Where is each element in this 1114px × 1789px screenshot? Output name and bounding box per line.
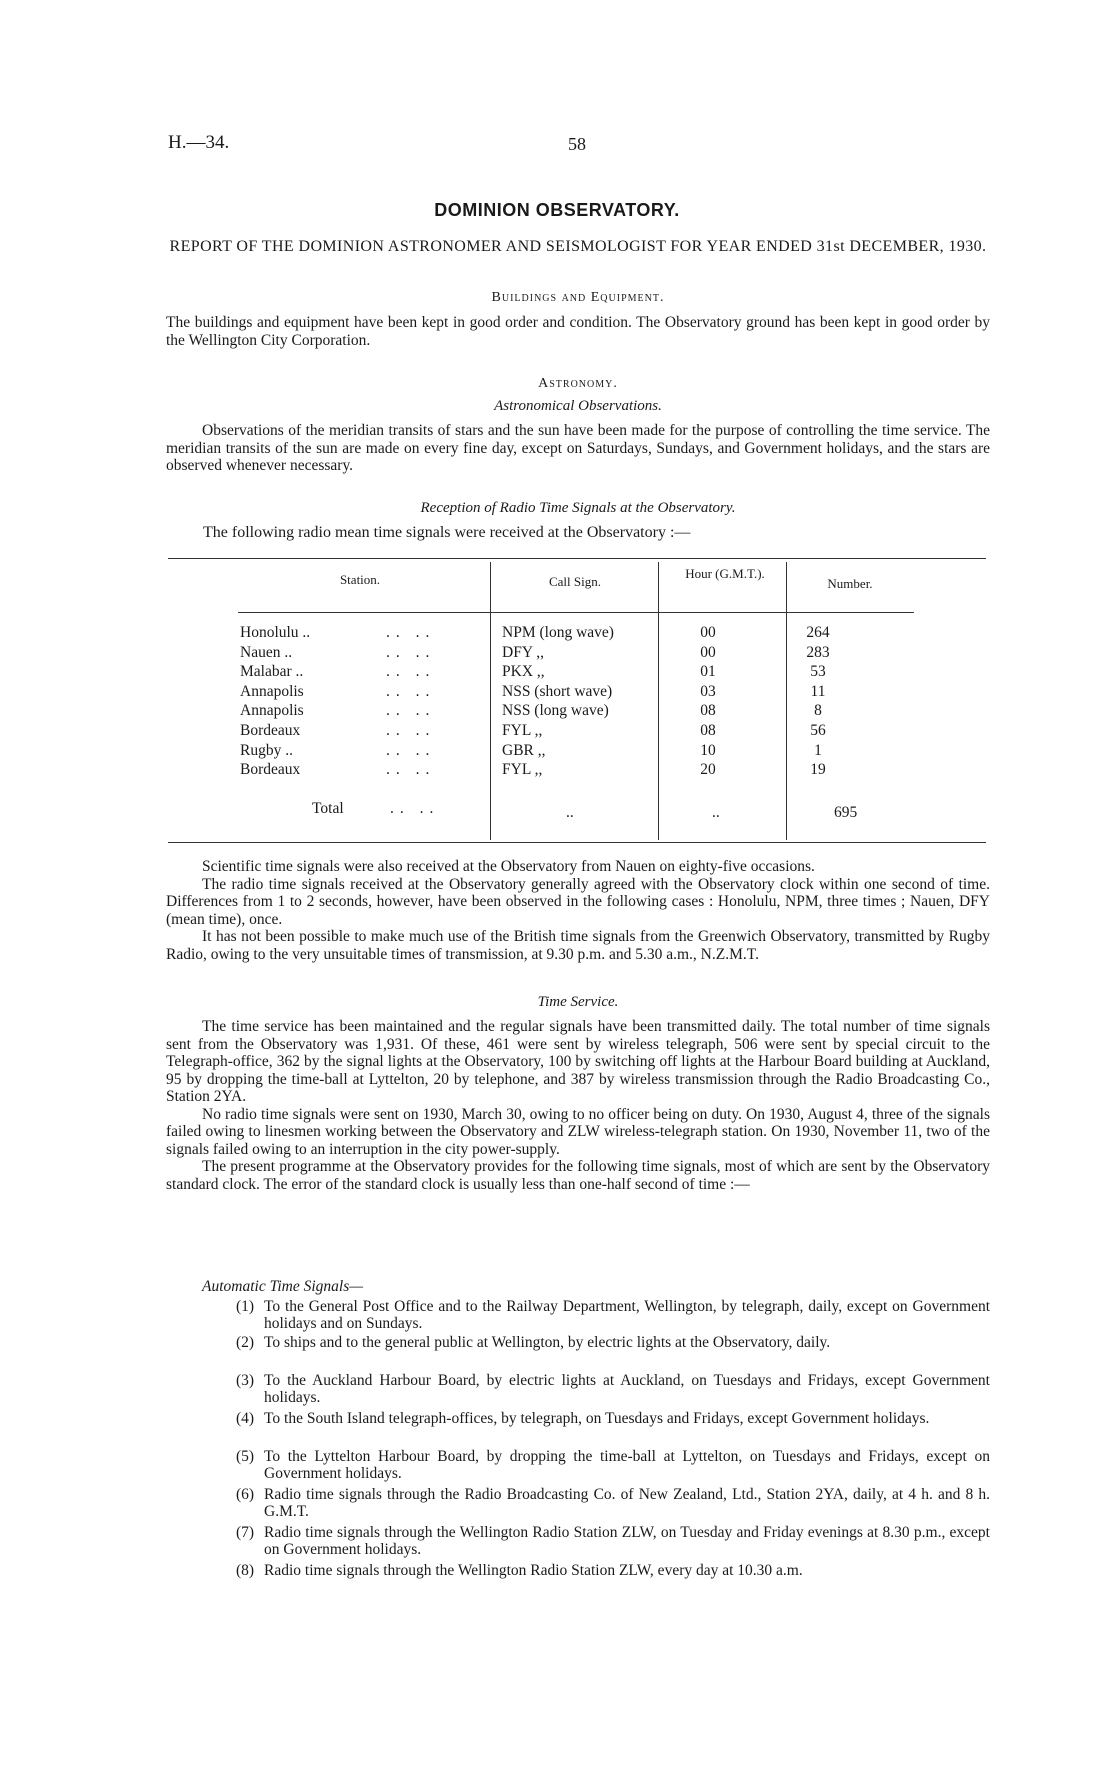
list-item — [236, 1486, 990, 1520]
list-item — [236, 1372, 990, 1406]
table-header-rule — [238, 612, 914, 613]
reception-heading: Reception of Radio Time Signals at the Observatory. — [420, 500, 736, 516]
automatic-signals-heading: Automatic Time Signals— — [202, 1278, 364, 1295]
list-item — [236, 1410, 990, 1427]
table-row — [240, 722, 940, 742]
time-service-heading: Time Service. — [537, 994, 619, 1010]
hour-cell: 00 — [700, 643, 716, 661]
list-item-text: Radio time signals through the Radio Broadcasting Co. of New Zealand, Ltd., Station 2YA, daily, at 4 h. and 8 h. G.M.T. — [264, 1486, 990, 1520]
number-cell: 11 — [810, 682, 826, 700]
column-header-number: Number. — [827, 576, 873, 591]
list-item — [236, 1448, 990, 1482]
station-cell: Malabar .. — [240, 663, 304, 681]
total-hour: .. — [712, 804, 720, 821]
call-sign-cell: DFY ,, — [502, 643, 545, 661]
astronomy-heading: Astronomy. — [538, 376, 618, 391]
hour-cell: 00 — [700, 624, 716, 641]
leader-dots: .. .. — [386, 624, 436, 641]
list-item-number: (4) — [236, 1410, 255, 1427]
astronomical-observations-heading: Astronomical Observations. — [494, 398, 662, 414]
list-item — [236, 1524, 990, 1558]
station-cell: Bordeaux — [240, 722, 301, 739]
list-item-number: (7) — [236, 1524, 255, 1541]
hour-cell: 08 — [700, 722, 716, 739]
hour-cell: 01 — [700, 663, 716, 681]
station-cell: Annapolis — [240, 682, 304, 700]
station-cell: Nauen .. — [240, 643, 293, 661]
reception-intro: The following radio mean time signals were received at the Observatory :— — [203, 524, 691, 541]
list-item-number: (5) — [236, 1448, 255, 1465]
number-cell: 56 — [810, 722, 826, 739]
paragraph: The time service has been maintained and the regular signals have been transmitted daily. The total number of time signals sent from the Observatory was 1,931. Of these, 461 were sent by wireless telegraph, 506 were sent by special circuit to the Telegraph-office, 362 by the signal lights at the Observatory, 100 by switching off lights at the Harbour Board building at Auckland, 95 by dropping the time-ball at Lyttelton, 20 by telephone, and 387 by wireless transmission through the Radio Broadcasting Co., Station 2YA. — [166, 1018, 990, 1105]
leader-dots: .. .. — [386, 682, 436, 700]
call-sign-cell: NSS (long wave) — [502, 702, 609, 720]
total-dots: .. .. — [390, 800, 440, 817]
table-row — [240, 683, 940, 703]
list-item-text: To the Auckland Harbour Board, by electric lights at Auckland, on Tuesdays and Fridays, except Government holidays. — [264, 1372, 990, 1406]
list-item-number: (2) — [236, 1334, 255, 1351]
leader-dots: .. .. — [386, 643, 436, 661]
call-sign-cell: GBR ,, — [502, 741, 546, 759]
hour-cell: 10 — [700, 741, 716, 759]
call-sign-cell: NSS (short wave) — [502, 682, 613, 700]
number-cell: 1 — [814, 741, 822, 759]
list-item-text: To the Lyttelton Harbour Board, by dropping the time-ball at Lyttelton, on Tuesdays and Fridays, except on Government holidays. — [264, 1448, 990, 1482]
station-cell: Honolulu .. — [240, 624, 311, 641]
list-item — [236, 1298, 990, 1332]
leader-dots: .. .. — [386, 702, 436, 720]
number-cell: 8 — [814, 702, 822, 720]
paragraph: No radio time signals were sent on 1930, March 30, owing to no officer being on duty. On 1930, August 4, three of the signals failed owing to linesmen working between the Observatory and ZLW wireless-telegraph station. On 1930, November 11, two of the signals failed owing to an interruption in the city power-supply. — [166, 1105, 990, 1158]
total-label: Total — [312, 800, 344, 817]
paragraph: Scientific time signals were also received at the Observatory from Nauen on eighty-five occasions. — [202, 858, 815, 875]
astronomy-paragraph: Observations of the meridian transits of stars and the sun have been made for the purpose of controlling the time service. The meridian transits of the sun are made on every fine day, except on Saturdays, Sundays, and Government holidays, and the stars are observed whenever necessary. — [166, 422, 990, 474]
number-cell: 19 — [810, 761, 826, 779]
list-item-text: Radio time signals through the Wellington Radio Station ZLW, on Tuesday and Friday evenings at 8.30 p.m., except on Government holidays. — [264, 1524, 990, 1558]
table-top-rule — [168, 558, 986, 559]
list-item-text: Radio time signals through the Wellington Radio Station ZLW, every day at 10.30 a.m. — [264, 1562, 803, 1579]
astronomy-section — [166, 422, 990, 475]
list-item-text: To the South Island telegraph-offices, by telegraph, on Tuesdays and Fridays, except Government holidays. — [264, 1410, 930, 1427]
station-cell: Rugby .. — [240, 741, 293, 759]
hour-cell: 20 — [700, 761, 716, 779]
station-cell: Bordeaux — [240, 761, 301, 779]
report-subtitle: REPORT OF THE DOMINION ASTRONOMER AND SEISMOLOGIST FOR YEAR ENDED 31st DECEMBER, 1930. — [169, 238, 987, 255]
list-item-number: (6) — [236, 1486, 255, 1503]
number-cell: 53 — [810, 663, 826, 681]
column-header-station: Station. — [339, 572, 381, 587]
list-item-number: (1) — [236, 1298, 255, 1315]
buildings-section — [166, 314, 990, 349]
leader-dots: .. .. — [386, 722, 436, 739]
call-sign-cell: FYL ,, — [502, 722, 543, 739]
table-row — [240, 663, 940, 683]
time-service-paragraphs — [166, 1018, 990, 1193]
table-row — [240, 644, 940, 664]
hour-cell: 08 — [700, 702, 716, 720]
list-item-number: (8) — [236, 1562, 255, 1579]
paragraph: The radio time signals received at the Observatory generally agreed with the Observatory clock within one second of time. Differences from 1 to 2 seconds, however, have been observed in the following cases : Honolulu, NPM, three times ; Nauen, DFY (mean time), once. — [166, 875, 990, 928]
document-reference: H.—34. — [168, 132, 230, 153]
table-row — [240, 742, 940, 762]
list-item — [236, 1562, 990, 1579]
total-call: .. — [566, 804, 574, 821]
table-row — [240, 624, 940, 644]
leader-dots: .. .. — [386, 663, 436, 681]
leader-dots: .. .. — [386, 761, 436, 779]
column-header-hour: Hour (G.M.T.). — [685, 566, 765, 581]
column-header-call-sign: Call Sign. — [548, 574, 601, 589]
call-sign-cell: PKX ,, — [502, 663, 545, 681]
list-item-text: To the General Post Office and to the Railway Department, Wellington, by telegraph, daily, except on Government holidays and on Sundays. — [264, 1298, 990, 1332]
list-item — [236, 1334, 990, 1351]
table-row — [240, 761, 940, 781]
list-item-text: To ships and to the general public at Wellington, by electric lights at the Observatory, daily. — [264, 1334, 831, 1351]
paragraph: The present programme at the Observatory provides for the following time signals, most of which are sent by the Observatory standard clock. The error of the standard clock is usually less than one-half second of time :— — [166, 1158, 990, 1193]
page-number: 58 — [568, 134, 586, 154]
number-cell: 283 — [806, 643, 830, 661]
list-item-number: (3) — [236, 1372, 255, 1389]
table-bottom-rule — [168, 842, 986, 843]
station-cell: Annapolis — [240, 702, 304, 720]
call-sign-cell: FYL ,, — [502, 761, 543, 779]
total-number: 695 — [834, 804, 858, 821]
page-title: DOMINION OBSERVATORY. — [434, 200, 680, 220]
buildings-heading: Buildings and Equipment. — [491, 290, 665, 305]
hour-cell: 03 — [700, 682, 716, 700]
reception-paragraphs — [166, 858, 990, 963]
buildings-paragraph: The buildings and equipment have been kept in good order and condition. The Observatory ground has been kept in good order by the Wellington City Corporation. — [166, 314, 990, 349]
leader-dots: .. .. — [386, 741, 436, 759]
call-sign-cell: NPM (long wave) — [502, 624, 614, 641]
paragraph: It has not been possible to make much use of the British time signals from the Greenwich Observatory, transmitted by Rugby Radio, owing to the very unsuitable times of transmission, at 9.30 p.m. and 5.30 a.m., N.Z.M.T. — [166, 928, 990, 963]
table-row — [240, 702, 940, 722]
number-cell: 264 — [806, 624, 830, 641]
